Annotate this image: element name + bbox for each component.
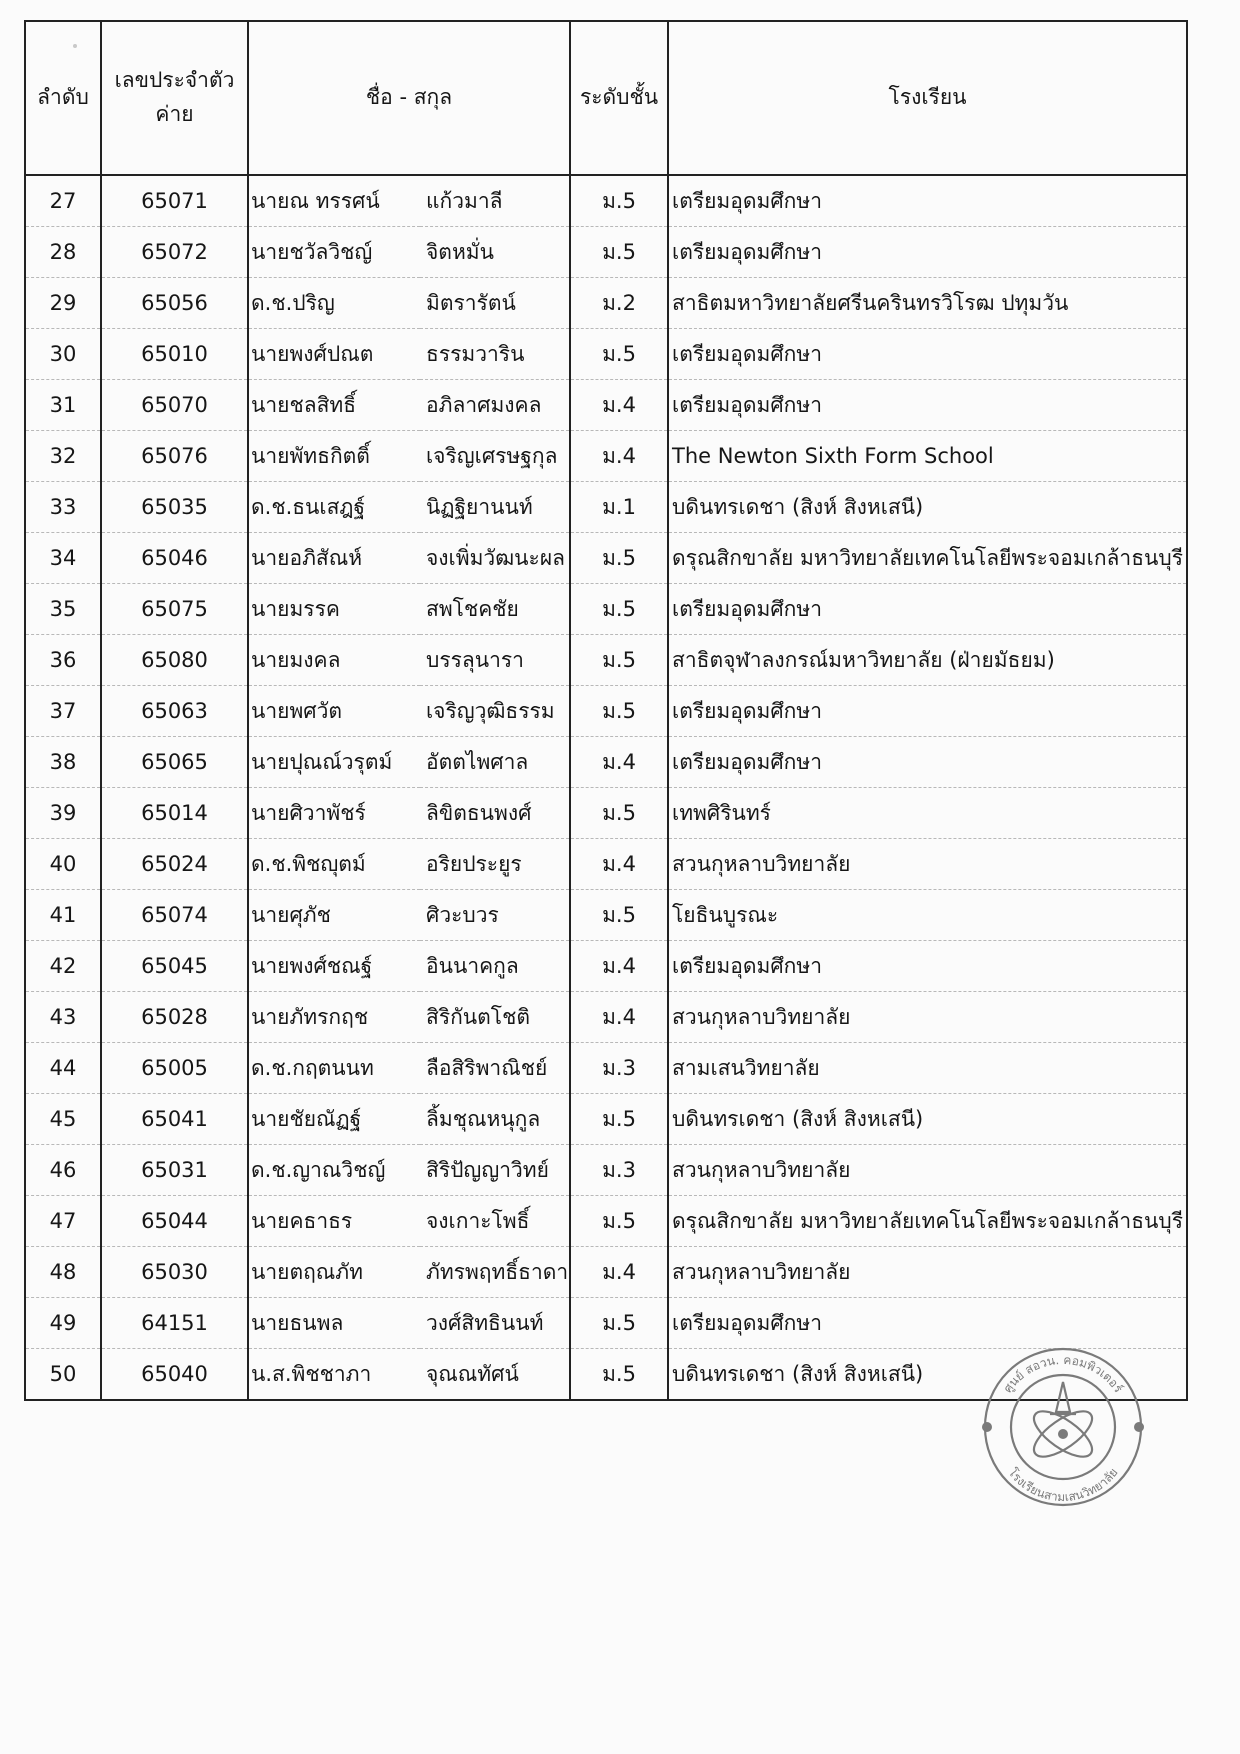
row-last-name: จงเกาะโพธิ์ [420,1196,570,1247]
row-last-name: อัตตไพศาล [420,737,570,788]
row-school: บดินทรเดชา (สิงห์ สิงหเสนี) [668,482,1187,533]
row-number: 47 [25,1196,101,1247]
row-level: ม.2 [570,278,668,329]
table-row [25,584,1187,635]
row-first-name: นายพัทธกิตติ์ [248,431,420,482]
row-level: ม.5 [570,584,668,635]
row-school: โยธินบูรณะ [668,890,1187,941]
row-first-name: นายธนพล [248,1298,420,1349]
row-last-name: แก้วมาลี [420,175,570,227]
row-camp-id: 65024 [101,839,248,890]
table-row [25,1298,1187,1349]
seal-top-text: ศูนย์ สอวน. คอมพิวเตอร์ [1000,1352,1126,1396]
row-first-name: ด.ช.พิชญุตม์ [248,839,420,890]
row-first-name: นายปุณณ์วรุตม์ [248,737,420,788]
row-first-name: นายภัทรกฤช [248,992,420,1043]
table-row [25,737,1187,788]
row-level: ม.4 [570,1247,668,1298]
row-camp-id: 65035 [101,482,248,533]
row-level: ม.5 [570,788,668,839]
row-camp-id: 65076 [101,431,248,482]
row-camp-id: 65028 [101,992,248,1043]
row-first-name: นายพงศ์ปณต [248,329,420,380]
row-number: 42 [25,941,101,992]
row-camp-id: 65014 [101,788,248,839]
row-school: เตรียมอุดมศึกษา [668,737,1187,788]
row-camp-id: 65031 [101,1145,248,1196]
table-row [25,992,1187,1043]
row-camp-id: 65070 [101,380,248,431]
row-level: ม.5 [570,533,668,584]
row-number: 37 [25,686,101,737]
row-level: ม.4 [570,992,668,1043]
row-number: 28 [25,227,101,278]
header-row [25,21,1187,175]
row-first-name: นายพศวัต [248,686,420,737]
table-row [25,635,1187,686]
row-first-name: นายมงคล [248,635,420,686]
row-school: เตรียมอุดมศึกษา [668,941,1187,992]
row-school: ดรุณสิกขาลัย มหาวิทยาลัยเทคโนโลยีพระจอมเกล้าธนบุรี [668,1196,1187,1247]
row-first-name: นายมรรค [248,584,420,635]
row-level: ม.3 [570,1043,668,1094]
row-school: เตรียมอุดมศึกษา [668,175,1187,227]
row-level: ม.5 [570,175,668,227]
row-camp-id: 64151 [101,1298,248,1349]
row-school: สวนกุหลาบวิทยาลัย [668,1247,1187,1298]
row-camp-id: 65030 [101,1247,248,1298]
row-first-name: นายชลสิทธิ์ [248,380,420,431]
row-camp-id: 65075 [101,584,248,635]
row-level: ม.4 [570,431,668,482]
row-last-name: ลิขิตธนพงศ์ [420,788,570,839]
row-camp-id: 65005 [101,1043,248,1094]
row-school: เตรียมอุดมศึกษา [668,584,1187,635]
header-school: โรงเรียน [668,21,1187,175]
row-last-name: จงเพิ่มวัฒนะผล [420,533,570,584]
row-school: บดินทรเดชา (สิงห์ สิงหเสนี) [668,1094,1187,1145]
row-school: เตรียมอุดมศึกษา [668,227,1187,278]
row-last-name: จุณณทัศน์ [420,1349,570,1401]
row-number: 49 [25,1298,101,1349]
row-last-name: ศิวะบวร [420,890,570,941]
row-number: 29 [25,278,101,329]
table-row [25,1145,1187,1196]
row-last-name: บรรลุนารา [420,635,570,686]
row-number: 46 [25,1145,101,1196]
row-first-name: นายตฤณภัท [248,1247,420,1298]
row-camp-id: 65071 [101,175,248,227]
table-row [25,533,1187,584]
row-last-name: ภัทรพฤทธิ์ธาดา [420,1247,570,1298]
row-number: 36 [25,635,101,686]
row-number: 44 [25,1043,101,1094]
row-school: สามเสนวิทยาลัย [668,1043,1187,1094]
row-first-name: ด.ช.ธนเสฎฐ์ [248,482,420,533]
table-row [25,788,1187,839]
row-number: 45 [25,1094,101,1145]
row-level: ม.5 [570,1298,668,1349]
row-level: ม.4 [570,941,668,992]
row-school: ดรุณสิกขาลัย มหาวิทยาลัยเทคโนโลยีพระจอมเกล้าธนบุรี [668,533,1187,584]
row-number: 27 [25,175,101,227]
row-camp-id: 65040 [101,1349,248,1401]
row-number: 50 [25,1349,101,1401]
row-number: 43 [25,992,101,1043]
row-school: เตรียมอุดมศึกษา [668,329,1187,380]
row-school: สวนกุหลาบวิทยาลัย [668,839,1187,890]
table-row [25,1043,1187,1094]
header-name: ชื่อ - สกุล [248,21,570,175]
row-level: ม.5 [570,1094,668,1145]
table-row [25,1196,1187,1247]
row-first-name: น.ส.พิชชาภา [248,1349,420,1401]
row-camp-id: 65044 [101,1196,248,1247]
row-first-name: ด.ช.กฤตนนท [248,1043,420,1094]
table-row [25,1094,1187,1145]
row-first-name: ด.ช.ปริญ [248,278,420,329]
header-camp-id [101,21,248,175]
row-school: เตรียมอุดมศึกษา [668,1298,1187,1349]
row-level: ม.1 [570,482,668,533]
header-no: ลำดับ [25,21,101,175]
table-row [25,482,1187,533]
row-camp-id: 65045 [101,941,248,992]
row-camp-id: 65041 [101,1094,248,1145]
row-level: ม.5 [570,686,668,737]
row-number: 39 [25,788,101,839]
row-level: ม.5 [570,227,668,278]
row-camp-id: 65046 [101,533,248,584]
participant-table [24,20,1188,1401]
row-school: สวนกุหลาบวิทยาลัย [668,1145,1187,1196]
row-number: 33 [25,482,101,533]
row-last-name: อริยประยูร [420,839,570,890]
row-last-name: จิตหมั่น [420,227,570,278]
table-row [25,686,1187,737]
row-school: เตรียมอุดมศึกษา [668,380,1187,431]
row-level: ม.3 [570,1145,668,1196]
row-first-name: นายชวัลวิชญ์ [248,227,420,278]
row-last-name: สพโชคชัย [420,584,570,635]
row-level: ม.5 [570,635,668,686]
row-level: ม.5 [570,329,668,380]
table-row [25,941,1187,992]
row-camp-id: 65010 [101,329,248,380]
table-row [25,227,1187,278]
row-level: ม.4 [570,839,668,890]
row-number: 40 [25,839,101,890]
row-last-name: สิริกันตโชติ [420,992,570,1043]
table-row [25,890,1187,941]
table-row [25,1247,1187,1298]
table-row [25,278,1187,329]
row-camp-id: 65074 [101,890,248,941]
row-last-name: อินนาคกูล [420,941,570,992]
header-camp-id-line1: เลขประจำตัว [114,68,235,93]
row-number: 34 [25,533,101,584]
row-number: 31 [25,380,101,431]
row-camp-id: 65065 [101,737,248,788]
row-last-name: ลือสิริพาณิชย์ [420,1043,570,1094]
row-last-name: ธรรมวาริน [420,329,570,380]
row-number: 32 [25,431,101,482]
row-last-name: นิฏฐิยานนท์ [420,482,570,533]
row-first-name: ด.ช.ญาณวิชญ์ [248,1145,420,1196]
row-school: สาธิตจุฬาลงกรณ์มหาวิทยาลัย (ฝ่ายมัธยม) [668,635,1187,686]
table-row [25,380,1187,431]
row-level: ม.5 [570,1349,668,1401]
row-school: เตรียมอุดมศึกษา [668,686,1187,737]
row-last-name: ลิ้มชุณหนุกูล [420,1094,570,1145]
row-number: 48 [25,1247,101,1298]
row-first-name: นายณ ทรรศน์ [248,175,420,227]
row-last-name: อภิลาศมงคล [420,380,570,431]
row-level: ม.4 [570,737,668,788]
row-number: 30 [25,329,101,380]
row-number: 35 [25,584,101,635]
table-row [25,175,1187,227]
row-first-name: นายศุภัช [248,890,420,941]
row-last-name: มิตรารัตน์ [420,278,570,329]
row-level: ม.5 [570,890,668,941]
table-row [25,839,1187,890]
row-level: ม.5 [570,1196,668,1247]
row-first-name: นายอภิสัณห์ [248,533,420,584]
row-first-name: นายศิวาพัชร์ [248,788,420,839]
row-camp-id: 65063 [101,686,248,737]
row-first-name: นายคธาธร [248,1196,420,1247]
table-row [25,329,1187,380]
row-school: The Newton Sixth Form School [668,431,1187,482]
row-number: 41 [25,890,101,941]
seal-bottom-text: โรงเรียนสามเสนวิทยาลัย [1005,1465,1121,1505]
header-level: ระดับชั้น [570,21,668,175]
row-level: ม.4 [570,380,668,431]
row-last-name: วงศ์สิทธินนท์ [420,1298,570,1349]
table-body [25,175,1187,1400]
row-camp-id: 65080 [101,635,248,686]
row-last-name: เจริญวุฒิธรรม [420,686,570,737]
row-first-name: นายพงศ์ชณฐ์ [248,941,420,992]
row-last-name: สิริปัญญาวิทย์ [420,1145,570,1196]
school-seal-stamp [978,1342,1148,1512]
row-first-name: นายชัยณัฏฐ์ [248,1094,420,1145]
row-school: บดินทรเดชา (สิงห์ สิงหเสนี) [668,1349,1187,1401]
row-school: สวนกุหลาบวิทยาลัย [668,992,1187,1043]
row-last-name: เจริญเศรษฐกุล [420,431,570,482]
row-school: เทพศิรินทร์ [668,788,1187,839]
row-number: 38 [25,737,101,788]
header-camp-id-line2: ค่าย [155,102,194,126]
row-school: สาธิตมหาวิทยาลัยศรีนครินทรวิโรฒ ปทุมวัน [668,278,1187,329]
row-camp-id: 65072 [101,227,248,278]
row-camp-id: 65056 [101,278,248,329]
table-row [25,431,1187,482]
